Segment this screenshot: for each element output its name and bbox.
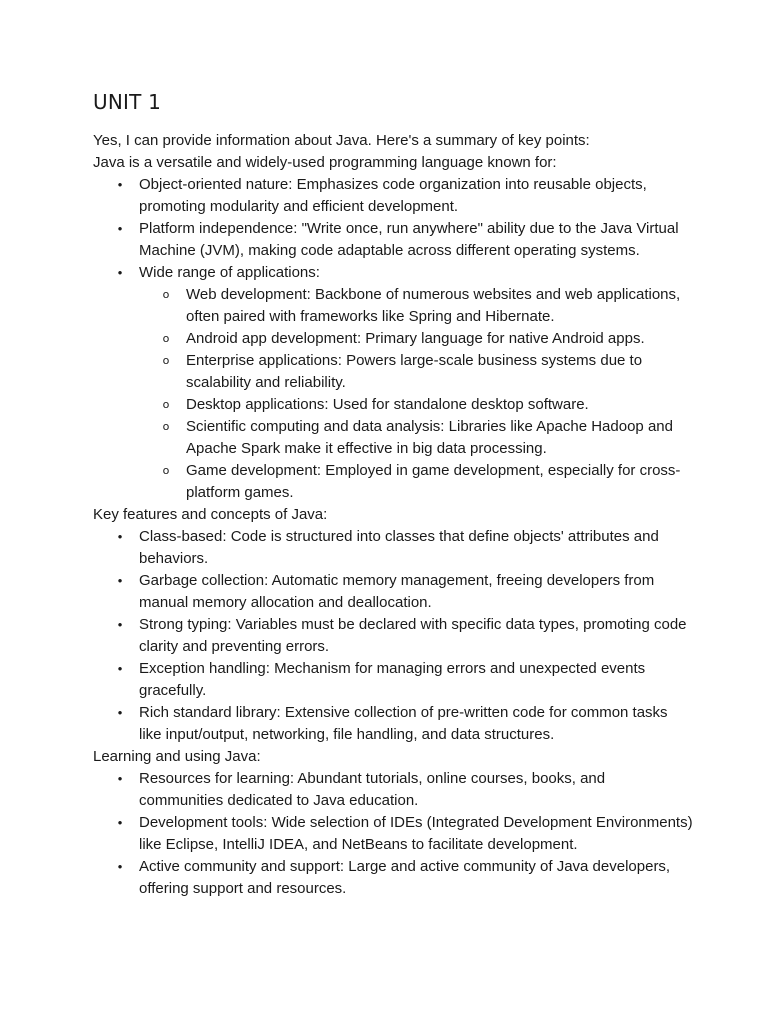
bullet-marker: •: [117, 529, 123, 544]
bullet-marker: •: [117, 771, 123, 786]
list-item: [117, 658, 693, 702]
list-item-text: Development tools: Wide selection of IDEs (Integrated Development Environments) like Eclipse, IntelliJ IDEA, and NetBeans to facilitate development.: [139, 814, 693, 853]
list-item-text: Class-based: Code is structured into classes that define objects' attributes and behaviors.: [139, 528, 659, 567]
sub-bullet-marker: o: [162, 288, 170, 301]
intro-line-2: Java is a versatile and widely-used programming language known for:: [93, 154, 557, 171]
sub-bullet-marker: o: [162, 398, 170, 411]
sub-list-item: [162, 416, 693, 460]
sub-bullet-marker: o: [162, 464, 170, 477]
applications-list: [139, 284, 693, 504]
list-item: [117, 174, 693, 218]
sub-bullet-marker: o: [162, 354, 170, 367]
list-item-text: Platform independence: "Write once, run anywhere" ability due to the Java Virtual Machine (JVM), making code adaptable across different operating systems.: [139, 220, 679, 259]
list-item: [117, 856, 693, 900]
bullet-marker: •: [117, 815, 123, 830]
sub-bullet-marker: o: [162, 420, 170, 433]
list-item-text: Wide range of applications:: [139, 264, 320, 281]
sub-bullet-marker: o: [162, 332, 170, 345]
list-item: [117, 614, 693, 658]
sub-list-item-text: Scientific computing and data analysis: Libraries like Apache Hadoop and Apache Spark make it effective in big data processing.: [186, 418, 673, 457]
list-item: [117, 218, 693, 262]
list-item: [117, 702, 693, 746]
list-item: [117, 526, 693, 570]
learning-list: [93, 768, 693, 900]
learning-heading: Learning and using Java:: [93, 748, 261, 765]
sub-list-item: [162, 394, 693, 416]
page-title: UNIT 1: [93, 90, 161, 114]
bullet-marker: •: [117, 221, 123, 236]
overview-list: [93, 174, 693, 504]
sub-list-item-text: Android app development: Primary language for native Android apps.: [186, 330, 645, 347]
sub-list-item-text: Game development: Employed in game development, especially for cross-platform games.: [186, 462, 681, 501]
bullet-marker: •: [117, 265, 123, 280]
list-item-text: Active community and support: Large and active community of Java developers, offering support and resources.: [139, 858, 671, 897]
list-item-text: Exception handling: Mechanism for managing errors and unexpected events gracefully.: [139, 660, 646, 699]
list-item-text: Garbage collection: Automatic memory management, freeing developers from manual memory allocation and deallocation.: [139, 572, 655, 611]
list-item: [117, 812, 693, 856]
list-item: [117, 570, 693, 614]
bullet-marker: •: [117, 859, 123, 874]
sub-list-item: [162, 350, 693, 394]
sub-list-item: [162, 284, 693, 328]
sub-list-item-text: Desktop applications: Used for standalone desktop software.: [186, 396, 589, 413]
list-item: [117, 262, 693, 504]
list-item: [117, 768, 693, 812]
features-heading: Key features and concepts of Java:: [93, 506, 328, 523]
sub-list-item-text: Web development: Backbone of numerous websites and web applications, often paired with frameworks like Spring and Hibernate.: [186, 286, 681, 325]
intro-line-1: Yes, I can provide information about Java. Here's a summary of key points:: [93, 132, 590, 149]
bullet-marker: •: [117, 705, 123, 720]
list-item-text: Object-oriented nature: Emphasizes code organization into reusable objects, promoting modularity and efficient development.: [139, 176, 647, 215]
list-item-text: Strong typing: Variables must be declared with specific data types, promoting code clarity and preventing errors.: [139, 616, 687, 655]
sub-list-item: [162, 460, 693, 504]
features-list: [93, 526, 693, 746]
sub-list-item: [162, 328, 693, 350]
list-item-text: Resources for learning: Abundant tutorials, online courses, books, and communities dedicated to Java education.: [139, 770, 606, 809]
bullet-marker: •: [117, 573, 123, 588]
bullet-marker: •: [117, 617, 123, 632]
bullet-marker: •: [117, 661, 123, 676]
document-page: [93, 88, 693, 900]
bullet-marker: •: [117, 177, 123, 192]
sub-list-item-text: Enterprise applications: Powers large-scale business systems due to scalability and reliability.: [186, 352, 643, 391]
list-item-text: Rich standard library: Extensive collection of pre-written code for common tasks like input/output, networking, file handling, and data structures.: [139, 704, 668, 743]
